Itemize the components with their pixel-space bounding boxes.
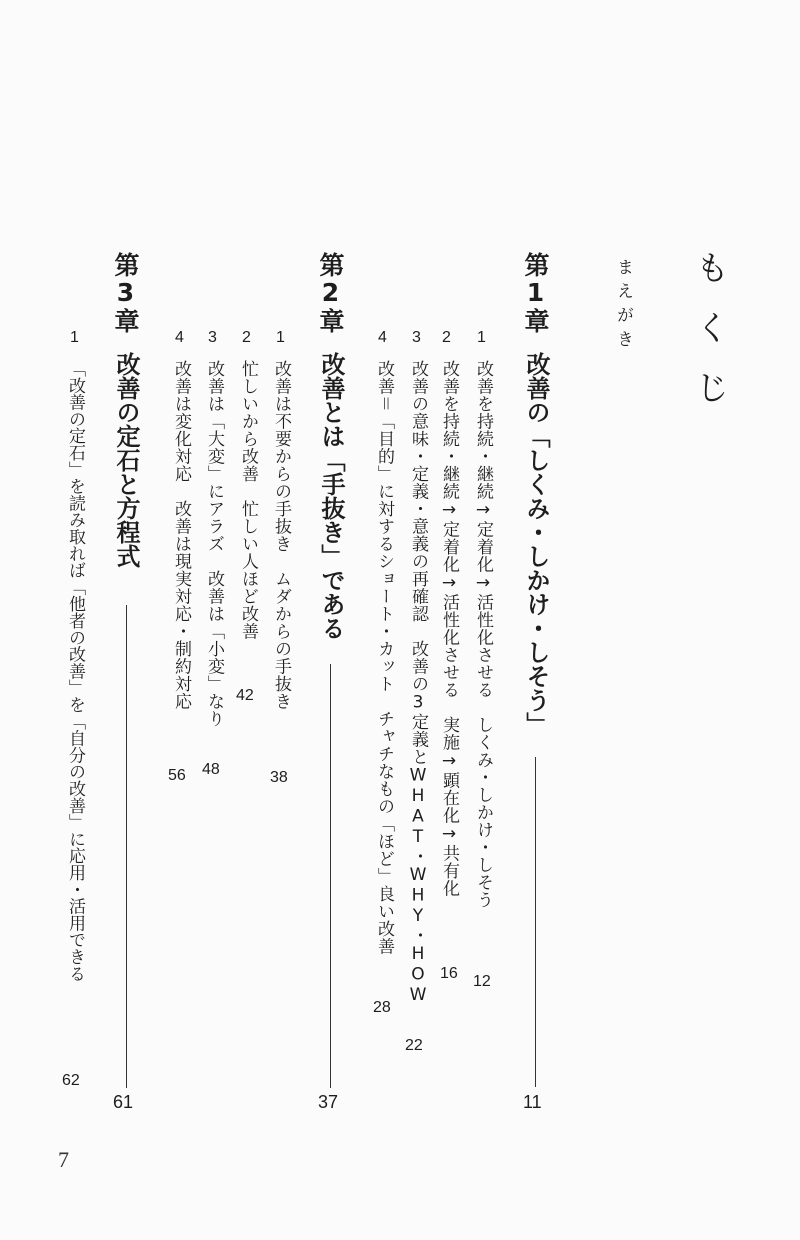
item-number: 2 — [242, 329, 251, 346]
chapter-page-number: 37 — [318, 1092, 339, 1112]
leader-line — [126, 605, 127, 1088]
leader-line — [330, 664, 331, 1088]
chapter-label: 第3章 — [111, 252, 140, 334]
item-text: 改善は不要からの手抜き ムダからの手抜き — [271, 360, 291, 710]
page-folio: 7 — [58, 1147, 69, 1172]
item-page-number: 48 — [202, 761, 220, 778]
item-number: 2 — [442, 329, 451, 346]
item-page-number: 62 — [62, 1072, 80, 1089]
item-text: 改善を持続・継続→定着化→活性化させる しくみ・しかけ・しそう — [473, 360, 493, 909]
chapter-page-number: 11 — [523, 1092, 542, 1112]
item-text: 改善＝「目的」に対するショート・カット チャチなもの「ほど」良い改善 — [374, 360, 394, 955]
chapter-page-number: 61 — [113, 1092, 134, 1112]
item-number: 3 — [412, 329, 421, 346]
item-number: 1 — [477, 329, 486, 346]
preface-label: まえがき — [613, 258, 633, 354]
item-page-number: 12 — [473, 973, 491, 990]
item-number: 4 — [175, 329, 184, 346]
item-number: 3 — [208, 329, 217, 346]
item-page-number: 42 — [236, 687, 254, 704]
item-page-number: 56 — [168, 767, 186, 784]
item-text: 改善を持続・継続→定着化→活性化させる 実施→顕在化→共有化 — [439, 360, 459, 897]
chapter-label: 第1章 — [521, 252, 550, 334]
item-page-number: 16 — [440, 965, 458, 982]
item-text: 改善は変化対応 改善は現実対応・制約対応 — [171, 360, 191, 710]
chapter-title: 改善の「しくみ・しかけ・しそう」 — [522, 352, 550, 736]
item-text: 「改善の定石」を読み取れば「他者の改善」を「自分の改善」に応用・活用できる — [65, 360, 85, 982]
chapter-title: 改善の定石と方程式 — [112, 352, 140, 568]
item-number: 1 — [276, 329, 285, 346]
item-text: 改善は「大変」にアラズ 改善は「小変」なり — [204, 360, 224, 728]
item-text: 忙しいから改善 忙しい人ほど改善 — [238, 360, 258, 640]
chapter-label: 第2章 — [316, 252, 345, 334]
item-page-number: 38 — [270, 769, 288, 786]
leader-line — [535, 757, 536, 1087]
item-text: 改善の意味・定義・意義の再確認 改善の3定義とWHAT・WHY・HOW — [408, 360, 428, 1006]
toc-title: もくじ — [689, 250, 729, 430]
chapter-title: 改善とは「手抜き」である — [317, 352, 345, 640]
item-number: 4 — [378, 329, 387, 346]
item-page-number: 22 — [405, 1037, 423, 1054]
item-page-number: 28 — [373, 999, 391, 1016]
item-number: 1 — [70, 329, 79, 346]
